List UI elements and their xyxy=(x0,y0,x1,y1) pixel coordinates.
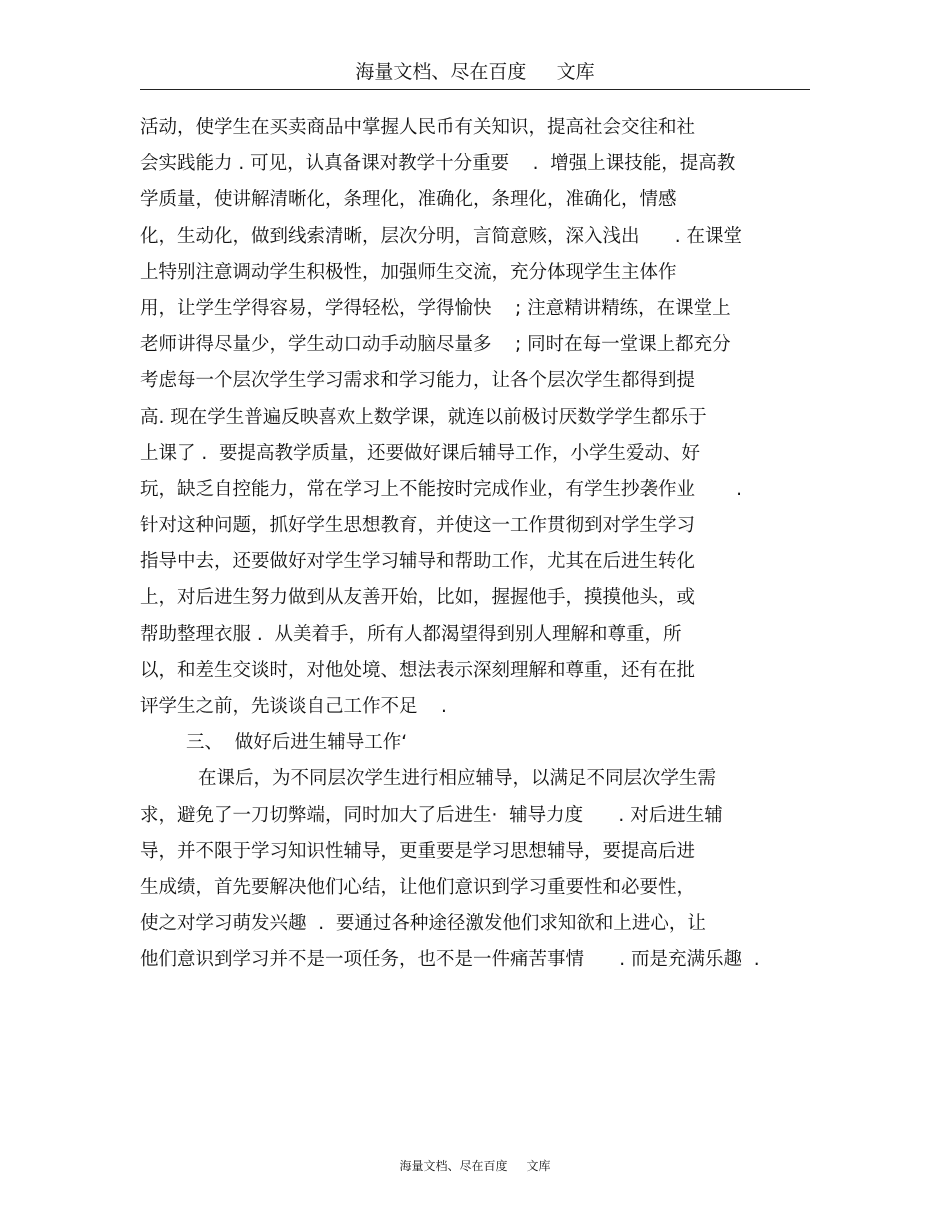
body-line: 指导中去，还要做好对学生学习辅导和帮助工作，尤其在后进生转化 xyxy=(140,551,696,573)
body-line: 生成绩，首先要解决他们心结，让他们意识到学习重要性和必要性， xyxy=(140,876,696,898)
body-line: 高. 现在学生普遍反映喜欢上数学课，就连以前极讨厌数学学生都乐于 xyxy=(140,406,707,428)
body-line: 用，让学生学得容易，学得轻松，学得愉快 ; 注意精讲精练，在课堂上 xyxy=(140,297,731,319)
body-line: 上，对后进生努力做到从友善开始，比如，握握他手，摸摸他头，或 xyxy=(140,587,696,609)
body-line: 以，和差生交谈时，对他处境、想法表示深刻理解和尊重，还有在批 xyxy=(140,659,696,681)
body-line: 会实践能力 . 可见，认真备课对教学十分重要 . 增强上课技能，提高教 xyxy=(140,153,736,175)
page-header: 海量文档、尽在百度 文库 xyxy=(355,61,595,83)
paragraph-first-line: 在课后，为不同层次学生进行相应辅导，以满足不同层次学生需 xyxy=(198,768,717,790)
body-line: 求，避免了一刀切弊端，同时加大了后进生· 辅导力度 . 对后进生辅 xyxy=(140,804,723,826)
body-line: 他们意识到学习并不是一项任务，也不是一件痛苦事情 . 而是充满乐趣 . xyxy=(140,949,760,971)
body-line: 帮助整理衣服 . 从美着手，所有人都渴望得到别人理解和尊重，所 xyxy=(140,623,682,645)
body-line: 针对这种问题，抓好学生思想教育，并使这一工作贯彻到对学生学习 xyxy=(140,515,696,537)
body-line: 化，生动化，做到线索清晰，层次分明，言简意赅，深入浅出 . 在课堂 xyxy=(140,225,743,247)
body-line: 上课了 . 要提高教学质量，还要做好课后辅导工作，小学生爱动、好 xyxy=(140,442,701,464)
body-line: 评学生之前，先谈谈自己工作不足 . xyxy=(140,696,447,717)
body-line: 活动，使学生在买卖商品中掌握人民币有关知识，提高社会交往和社 xyxy=(140,117,696,138)
body-line: 老师讲得尽量少，学生动口动手动脑尽量多 ; 同时在每一堂课上都充分 xyxy=(140,334,731,356)
section-heading: 三、 做好后进生辅导工作‘ xyxy=(186,732,408,754)
body-line: 导，并不限于学习知识性辅导，更重要是学习思想辅导，要提高后进 xyxy=(140,840,696,862)
body-line: 玩，缺乏自控能力，常在学习上不能按时完成作业，有学生抄袭作业 . xyxy=(140,478,743,500)
document-body xyxy=(140,110,830,979)
body-line: 学质量，使讲解清晰化，条理化，准确化，条理化，准确化，情感 xyxy=(140,189,677,211)
body-line: 使之对学习萌发兴趣 . 要通过各种途径激发他们求知欲和上进心，让 xyxy=(140,913,706,935)
header-divider xyxy=(140,89,810,90)
page-footer: 海量文档、尽在百度 文库 xyxy=(399,1159,551,1173)
body-line: 考虑每一个层次学生学习需求和学习能力，让各个层次学生都得到提 xyxy=(140,370,696,392)
body-line: 上特别注意调动学生积极性，加强师生交流，充分体现学生主体作 xyxy=(140,261,677,283)
